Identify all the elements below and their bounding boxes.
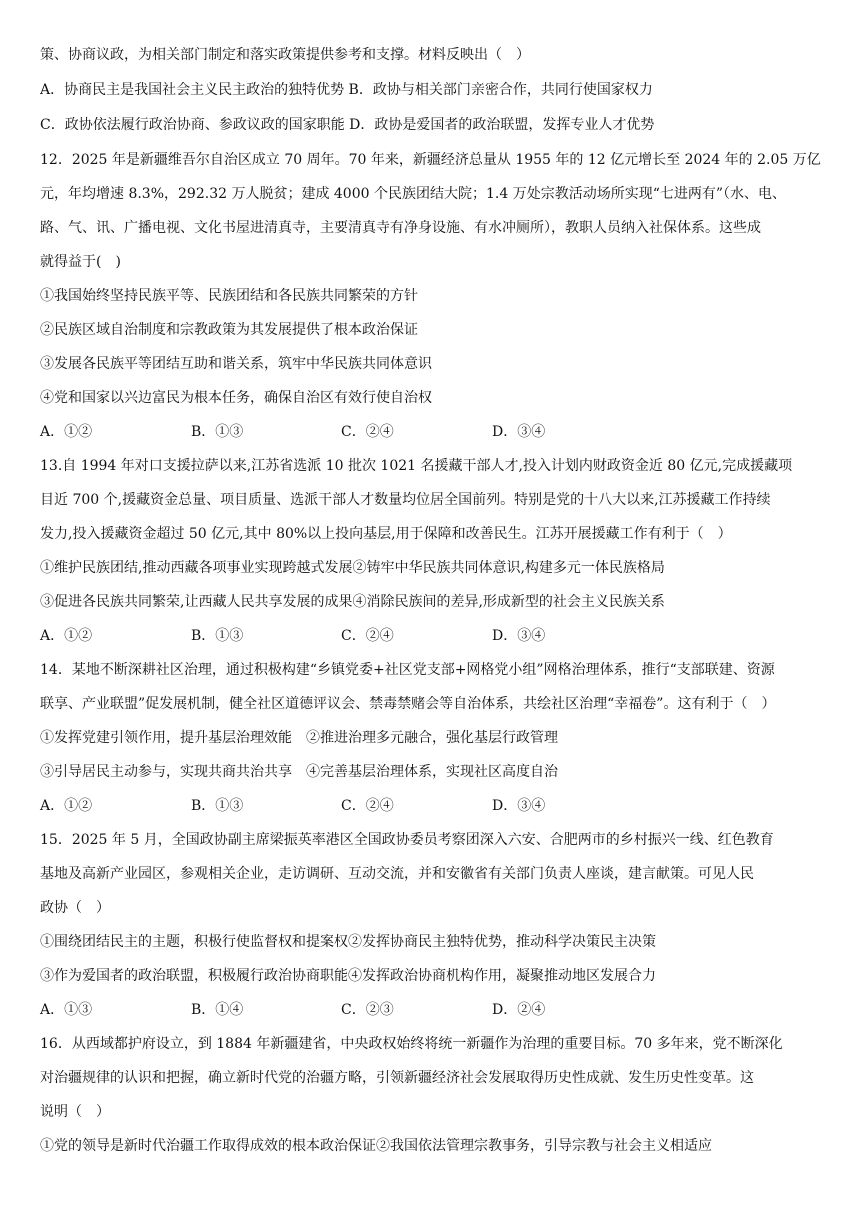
q12-options — [40, 422, 830, 442]
q13-options — [40, 626, 830, 646]
q15-options — [40, 1000, 830, 1020]
q13-statement: ①维护民族团结,推动西藏各项事业实现跨越式发展②铸牢中华民族共同体意识,构建多元一体民族格局 — [40, 560, 665, 576]
option-b: B．①③ — [191, 424, 244, 440]
option-a: A．①② — [40, 798, 93, 814]
q14-options — [40, 796, 830, 816]
option-c: C．②④ — [341, 424, 394, 440]
q12-statement: ②民族区域自治制度和宗教政策为其发展提供了根本政治保证 — [40, 322, 418, 338]
q11-stem-tail: 策、协商议政，为相关部门制定和落实政策提供参考和支撑。材料反映出（ ） — [40, 47, 530, 63]
option-d: D．③④ — [492, 798, 546, 814]
q16-stem-line: 说明（ ） — [40, 1104, 110, 1120]
q12-statement: ①我国始终坚持民族平等、民族团结和各民族共同繁荣的方针 — [40, 288, 418, 304]
q16-stem-line: 16．从西域都护府设立，到 1884 年新疆建省，中央政权始终将统一新疆作为治理的重要目标。70 多年来，党不断深化 — [40, 1036, 783, 1052]
q14-statement: ③引导居民主动参与，实现共商共治共享 ④完善基层治理体系，实现社区高度自治 — [40, 764, 558, 780]
q16-statement: ①党的领导是新时代治疆工作取得成效的根本政治保证②我国依法管理宗教事务，引导宗教与社会主义相适应 — [40, 1138, 712, 1154]
q12-statement: ③发展各民族平等团结互助和谐关系，筑牢中华民族共同体意识 — [40, 356, 432, 372]
q15-statement: ③作为爱国者的政治联盟，积极履行政治协商职能④发挥政治协商机构作用，凝聚推动地区发展合力 — [40, 968, 656, 984]
q15-stem-line: 政协（ ） — [40, 900, 110, 916]
q13-stem-line: 发力,投入援藏资金超过 50 亿元,其中 80%以上投向基层,用于保障和改善民生。江苏开展援藏工作有利于（ ） — [40, 526, 732, 542]
option-d: D．③④ — [492, 424, 546, 440]
q14-stem-line: 14．某地不断深耕社区治理，通过积极构建“乡镇党委+社区党支部+网格党小组”网格治理体系，推行“支部联建、资源 — [40, 662, 775, 678]
q13-stem-line: 目近 700 个,援藏资金总量、项目质量、选派干部人才数量均位居全国前列。特别是党的十八大以来,江苏援藏工作持续 — [40, 492, 771, 508]
option-a: A．①② — [40, 628, 93, 644]
option-d: D．③④ — [492, 628, 546, 644]
q15-stem-line: 基地及高新产业园区，参观相关企业，走访调研、互动交流，并和安徽省有关部门负责人座谈，建言献策。可见人民 — [40, 866, 754, 882]
q11-option-cd: C．政协依法履行政治协商、参政议政的国家职能 D．政协是爱国者的政治联盟，发挥专业人才优势 — [40, 117, 655, 133]
option-a: A．①② — [40, 424, 93, 440]
q11-option-ab: A．协商民主是我国社会主义民主政治的独特优势 B．政协与相关部门亲密合作，共同行使国家权力 — [40, 82, 653, 98]
q12-stem-line: 路、气、讯、广播电视、文化书屋进清真寺，主要清真寺有净身设施、有水冲厕所），教职人员纳入社保体系。这些成 — [40, 220, 761, 236]
option-b: B．①③ — [191, 798, 244, 814]
q13-stem-line: 13.自 1994 年对口支援拉萨以来,江苏省选派 10 批次 1021 名援藏干部人才,投入计划内财政资金近 80 亿元,完成援藏项 — [40, 458, 793, 474]
option-c: C．②③ — [341, 1002, 394, 1018]
q14-statement: ①发挥党建引领作用，提升基层治理效能 ②推进治理多元融合，强化基层行政管理 — [40, 730, 558, 746]
option-d: D．②④ — [492, 1002, 546, 1018]
q14-stem-line: 联享、产业联盟”促发展机制，健全社区道德评议会、禁毒禁赌会等自治体系，共绘社区治理“幸福卷”。这有利于（ ） — [40, 696, 776, 712]
q13-statement: ③促进各民族共同繁荣,让西藏人民共享发展的成果④消除民族间的差异,形成新型的社会主义民族关系 — [40, 594, 665, 610]
q12-stem-line: 元，年均增速 8.3%，292.32 万人脱贫；建成 4000 个民族团结大院；1.4 万处宗教活动场所实现“七进两有”（水、电、 — [40, 186, 787, 202]
q12-stem-line: 就得益于( ) — [40, 254, 121, 270]
q15-stem-line: 15．2025 年 5 月，全国政协副主席梁振英率港区全国政协委员考察团深入六安、合肥两市的乡村振兴一线、红色教育 — [40, 832, 774, 848]
option-b: B．①④ — [191, 1002, 244, 1018]
option-c: C．②④ — [341, 798, 394, 814]
option-b: B．①③ — [191, 628, 244, 644]
option-a: A．①③ — [40, 1002, 93, 1018]
q12-stem-line: 12．2025 年是新疆维吾尔自治区成立 70 周年。70 年来，新疆经济总量从 1955 年的 12 亿元增长至 2024 年的 2.05 万亿 — [40, 152, 821, 168]
q15-statement: ①围绕团结民主的主题，积极行使监督权和提案权②发挥协商民主独特优势，推动科学决策民主决策 — [40, 934, 656, 950]
option-c: C．②④ — [341, 628, 394, 644]
q12-statement: ④党和国家以兴边富民为根本任务，确保自治区有效行使自治权 — [40, 390, 432, 406]
q16-stem-line: 对治疆规律的认识和把握，确立新时代党的治疆方略，引领新疆经济社会发展取得历史性成就、发生历史性变革。这 — [40, 1070, 754, 1086]
